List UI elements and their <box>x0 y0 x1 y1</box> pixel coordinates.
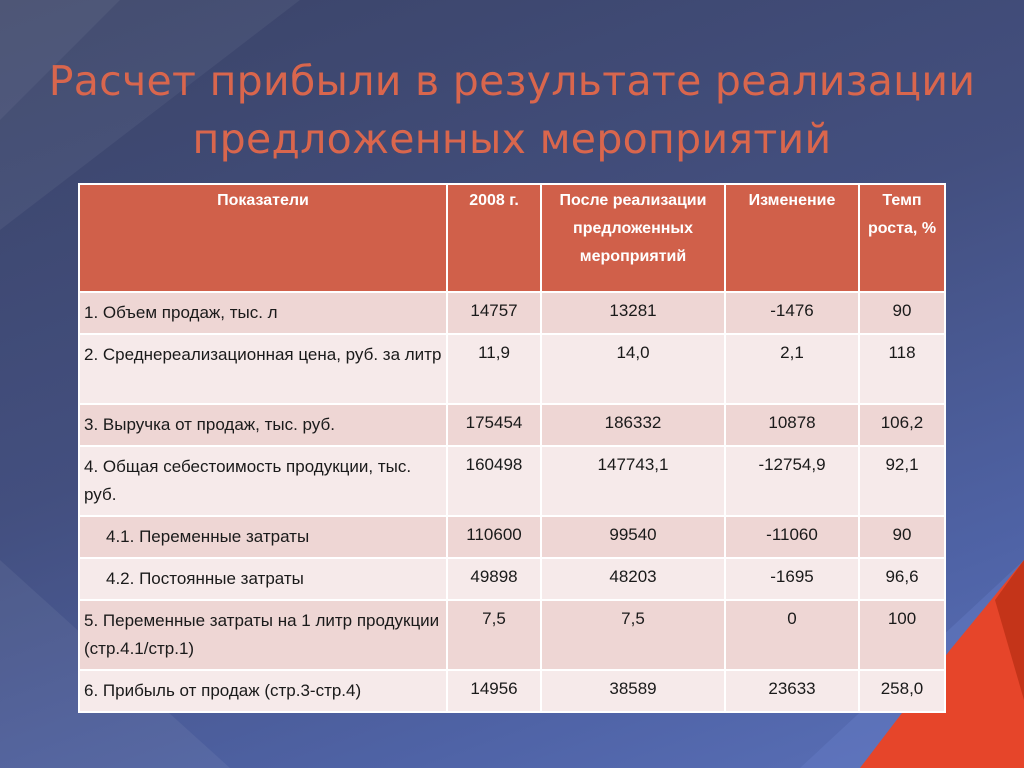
cell-after: 7,5 <box>541 600 725 670</box>
table-row <box>79 446 945 516</box>
cell-change: 2,1 <box>725 334 859 404</box>
cell-change: -11060 <box>725 516 859 558</box>
row-label: 5. Переменные затраты на 1 литр продукции (стр.4.1/стр.1) <box>79 600 447 670</box>
cell-2008: 49898 <box>447 558 541 600</box>
cell-change: 10878 <box>725 404 859 446</box>
row-label: 3. Выручка от продаж, тыс. руб. <box>79 404 447 446</box>
cell-after: 48203 <box>541 558 725 600</box>
cell-change: 0 <box>725 600 859 670</box>
cell-change: 23633 <box>725 670 859 712</box>
page-title-line-2: предложенных мероприятий <box>192 115 832 163</box>
cell-2008: 7,5 <box>447 600 541 670</box>
cell-change: -1476 <box>725 292 859 334</box>
cell-growth: 118 <box>859 334 945 404</box>
header-2008: 2008 г. <box>447 184 541 292</box>
row-label: 1. Объем продаж, тыс. л <box>79 292 447 334</box>
cell-growth: 258,0 <box>859 670 945 712</box>
cell-change: -1695 <box>725 558 859 600</box>
cell-after: 13281 <box>541 292 725 334</box>
cell-2008: 160498 <box>447 446 541 516</box>
table-row <box>79 600 945 670</box>
row-label: 6. Прибыль от продаж (стр.3-стр.4) <box>79 670 447 712</box>
row-label: 4. Общая себестоимость продукции, тыс. руб. <box>79 446 447 516</box>
table-row <box>79 334 945 404</box>
profit-table <box>78 183 946 713</box>
cell-after: 147743,1 <box>541 446 725 516</box>
cell-after: 99540 <box>541 516 725 558</box>
cell-2008: 11,9 <box>447 334 541 404</box>
cell-after: 186332 <box>541 404 725 446</box>
cell-growth: 90 <box>859 292 945 334</box>
cell-2008: 175454 <box>447 404 541 446</box>
cell-growth: 106,2 <box>859 404 945 446</box>
cell-after: 14,0 <box>541 334 725 404</box>
page-title <box>0 52 1024 168</box>
table-row <box>79 404 945 446</box>
table-header-row <box>79 184 945 292</box>
header-indicators: Показатели <box>79 184 447 292</box>
table-row <box>79 558 945 600</box>
cell-change: -12754,9 <box>725 446 859 516</box>
cell-after: 38589 <box>541 670 725 712</box>
header-growth: Темп роста, % <box>859 184 945 292</box>
header-change: Изменение <box>725 184 859 292</box>
cell-growth: 90 <box>859 516 945 558</box>
row-label: 4.2. Постоянные затраты <box>79 558 447 600</box>
row-label: 4.1. Переменные затраты <box>79 516 447 558</box>
cell-2008: 14757 <box>447 292 541 334</box>
row-label: 2. Среднереализационная цена, руб. за литр <box>79 334 447 404</box>
header-after: После реализации предложенных мероприятий <box>541 184 725 292</box>
cell-2008: 14956 <box>447 670 541 712</box>
cell-2008: 110600 <box>447 516 541 558</box>
page-title-line-1: Расчет прибыли в результате реализации <box>48 57 976 105</box>
table-row <box>79 516 945 558</box>
table-row <box>79 670 945 712</box>
cell-growth: 92,1 <box>859 446 945 516</box>
table-row <box>79 292 945 334</box>
cell-growth: 96,6 <box>859 558 945 600</box>
cell-growth: 100 <box>859 600 945 670</box>
